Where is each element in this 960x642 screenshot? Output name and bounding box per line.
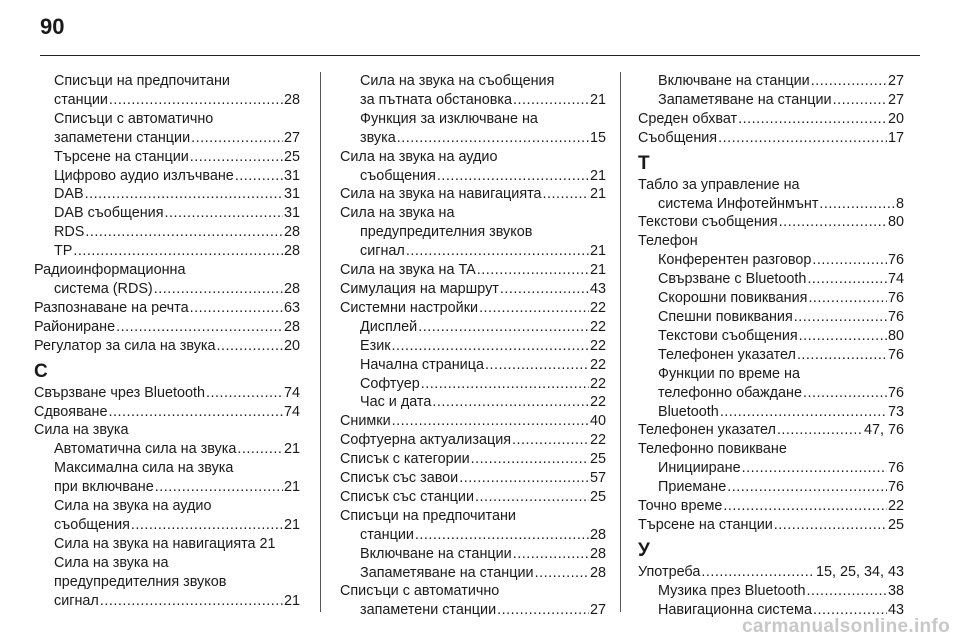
entry-page-ref: 21 [589, 243, 606, 260]
index-entry [340, 318, 606, 337]
index-entry [340, 91, 606, 110]
entry-text: Скорошни повиквания [658, 290, 808, 307]
entry-text: Включване на станции [658, 73, 810, 89]
index-entry [638, 91, 904, 110]
entry-page-ref: 22 [589, 394, 606, 411]
index-entry [638, 478, 904, 497]
index-entry [638, 308, 904, 327]
entry-text: Час и дата [360, 394, 432, 411]
dot-leader [421, 375, 589, 394]
dot-leader [459, 469, 589, 488]
entry-page-ref: 28 [283, 280, 300, 297]
entry-page-ref: 28 [283, 243, 300, 260]
entry-text: запаметени станции [360, 602, 497, 619]
dot-leader [432, 393, 589, 412]
entry-text: Автоматична сила на звука [54, 441, 237, 458]
entry-text: запаметени станции [54, 129, 191, 146]
dot-leader [190, 299, 283, 318]
index-entry [340, 167, 606, 186]
entry-page-ref: 40 [589, 413, 606, 430]
dot-leader [85, 223, 283, 242]
index-entry [34, 516, 300, 535]
entry-page-ref: 22 [589, 318, 606, 335]
dot-leader [777, 421, 863, 440]
index-entry: Телефонно повикване [638, 441, 787, 458]
dot-leader [742, 459, 887, 478]
dot-leader [485, 356, 589, 375]
dot-leader [513, 545, 589, 564]
entry-page-ref: 63 [283, 299, 300, 316]
index-entry [638, 516, 904, 535]
index-entry [34, 223, 300, 242]
index-entry [638, 582, 904, 601]
entry-text: Текстови съобщения [638, 214, 778, 231]
entry-text: система (RDS) [54, 280, 153, 297]
dot-leader [797, 346, 887, 365]
index-entry: Табло за управление на [638, 176, 800, 193]
entry-text: RDS [54, 224, 85, 241]
entry-page-ref: 27 [887, 73, 904, 89]
entry-text: телефонно обаждане [658, 384, 802, 401]
dot-leader [812, 251, 887, 270]
entry-page-ref: 15 [589, 129, 606, 146]
entry-text: Запаметяване на станции [658, 91, 832, 108]
index-column-2 [340, 72, 606, 620]
index-letter-heading: Т [638, 152, 650, 174]
dot-leader [109, 91, 283, 110]
entry-page-ref: 27 [589, 602, 606, 619]
entry-text: Търсене на станции [54, 148, 189, 165]
entry-text: Разпознаване на речта [34, 299, 189, 316]
entry-page-ref: 22 [589, 432, 606, 449]
index-entry: Сила на звука на [340, 205, 455, 222]
dot-leader [794, 308, 887, 327]
index-entry: Списъци на предпочитани [54, 73, 230, 89]
entry-page-ref: 17 [887, 129, 904, 146]
index-entry [340, 431, 606, 450]
entry-text: Сила на звука на TA [340, 262, 476, 279]
entry-page-ref: 76 [887, 346, 904, 363]
entry-page-ref: 21 [589, 186, 606, 203]
entry-page-ref: 20 [887, 110, 904, 127]
index-entry [34, 299, 300, 318]
index-entry [638, 403, 904, 422]
dot-leader [808, 289, 887, 308]
entry-text: Списък със станции [340, 488, 474, 505]
entry-text: за пътната обстановка [360, 91, 512, 108]
entry-text: Среден обхват [638, 110, 738, 127]
index-entry [34, 280, 300, 299]
index-entry: Списъци с автоматично [54, 110, 214, 127]
entry-text: TP [54, 243, 73, 260]
index-entry [34, 167, 300, 186]
index-entry: Сила на звука [34, 422, 129, 439]
index-entry: Сила на звука на [54, 554, 169, 571]
entry-page-ref: 28 [283, 91, 300, 108]
entry-page-ref: 74 [283, 384, 300, 401]
entry-page-ref: 8 [895, 195, 904, 212]
index-entry [638, 289, 904, 308]
entry-page-ref: 80 [887, 327, 904, 344]
entry-text: Симулация на маршрут [340, 280, 499, 297]
entry-page-ref: 80 [887, 214, 904, 231]
index-entry [34, 440, 300, 459]
index-entry [34, 337, 300, 356]
dot-leader [475, 488, 589, 507]
index-entry [34, 242, 300, 261]
dot-leader [803, 384, 887, 403]
dot-leader [543, 185, 589, 204]
index-entry: предупредителния звуков [54, 573, 227, 590]
entry-text: сигнал [360, 243, 405, 260]
entry-page-ref: 28 [589, 545, 606, 562]
entry-text: Иницииране [658, 460, 741, 477]
dot-leader [73, 242, 283, 261]
index-entry: предупредителния звуков [360, 224, 533, 241]
dot-leader [535, 564, 589, 583]
entry-text: Сила на звука на навигацията [340, 186, 542, 203]
entry-text: съобщения [54, 516, 130, 533]
entry-page-ref: 74 [283, 403, 300, 420]
index-entry: Сила на звука на аудио [340, 148, 498, 165]
entry-text: система Инфотейнмънт [658, 195, 819, 212]
entry-text: Снимки [340, 413, 391, 430]
index-entry [638, 421, 904, 440]
entry-page-ref: 31 [283, 205, 300, 222]
entry-text: Включване на станции [360, 545, 512, 562]
entry-text: Точно време [638, 498, 723, 515]
entry-text: Райониране [34, 318, 116, 335]
entry-text: Регулатор за сила на звука [34, 337, 216, 354]
index-entry [638, 563, 904, 582]
dot-leader [154, 280, 283, 299]
index-entry [340, 261, 606, 280]
index-entry [340, 129, 606, 148]
entry-page-ref: 27 [283, 129, 300, 146]
index-entry [34, 129, 300, 148]
dot-leader [471, 450, 589, 469]
entry-text: Телефонен указател [658, 346, 796, 363]
entry-page-ref: 43 [589, 280, 606, 297]
entry-page-ref: 28 [589, 564, 606, 581]
dot-leader [217, 337, 283, 356]
entry-text: Списък с категории [340, 451, 470, 468]
entry-page-ref: 28 [283, 224, 300, 241]
entry-page-ref: 57 [589, 470, 606, 487]
index-entry [638, 459, 904, 478]
entry-text: Bluetooth [658, 403, 719, 420]
entry-page-ref: 25 [589, 451, 606, 468]
index-entry [340, 299, 606, 318]
index-entry [340, 526, 606, 545]
entry-page-ref: 22 [589, 337, 606, 354]
index-entry [34, 384, 300, 403]
dot-leader [392, 337, 589, 356]
column-divider [620, 72, 621, 612]
dot-leader [109, 403, 283, 422]
entry-text: Софтуер [360, 375, 420, 392]
entry-text: Цифрово аудио излъчване [54, 167, 234, 184]
index-entry [638, 346, 904, 365]
entry-text: Свързване с Bluetooth [658, 271, 807, 288]
entry-page-ref: 76 [887, 290, 904, 307]
entry-text: Спешни повиквания [658, 308, 793, 325]
entry-page-ref: 76 [887, 460, 904, 477]
entry-text: Музика през Bluetooth [658, 582, 806, 599]
index-entry [638, 213, 904, 232]
dot-leader [819, 195, 895, 214]
index-entry: Максимална сила на звука [54, 460, 234, 477]
dot-leader [235, 167, 283, 186]
index-entry: Функция за изключване на [360, 110, 538, 127]
entry-text: съобщения [360, 167, 436, 184]
entry-page-ref: 25 [283, 148, 300, 165]
dot-leader [190, 148, 283, 167]
index-entry: Телефон [638, 233, 698, 250]
entry-page-ref: 74 [887, 271, 904, 288]
dot-leader [237, 440, 283, 459]
dot-leader [799, 327, 887, 346]
entry-page-ref: 22 [589, 375, 606, 392]
dot-leader [500, 280, 589, 299]
index-entry: Сила на звука на навигацията 21 [54, 535, 276, 552]
dot-leader [720, 403, 887, 422]
index-entry [340, 564, 606, 583]
index-entry [340, 242, 606, 261]
index-entry [340, 393, 606, 412]
index-letter-heading: С [34, 360, 48, 382]
entry-page-ref: 47, 76 [863, 422, 904, 439]
index-entry [638, 110, 904, 129]
index-entry [34, 91, 300, 110]
entry-page-ref: 21 [589, 262, 606, 279]
page-number: 90 [40, 14, 65, 39]
index-entry [340, 469, 606, 488]
entry-text: сигнал [54, 592, 99, 609]
index-entry [340, 375, 606, 394]
entry-text: Конферентен разговор [658, 252, 812, 269]
index-entry [638, 497, 904, 516]
index-entry: Сила на звука на аудио [54, 498, 212, 515]
entry-page-ref: 21 [283, 441, 300, 458]
dot-leader [774, 516, 887, 535]
entry-page-ref: 22 [887, 498, 904, 515]
index-entry [340, 412, 606, 431]
index-entry: Радиоинформационна [34, 262, 186, 279]
entry-page-ref: 20 [283, 337, 300, 354]
entry-text: Употреба [638, 563, 701, 580]
dot-leader [85, 185, 283, 204]
dot-leader [512, 431, 589, 450]
entry-page-ref: 28 [589, 526, 606, 543]
entry-page-ref: 22 [589, 356, 606, 373]
entry-text: Запаметяване на станции [360, 564, 534, 581]
entry-text: Навигационна система [658, 601, 812, 618]
dot-leader [738, 110, 887, 129]
watermark: carmanualsonline.info [742, 616, 950, 637]
entry-text: Софтуерна актуализация [340, 432, 512, 449]
column-divider [320, 72, 321, 612]
dot-leader [479, 299, 589, 318]
index-letter-heading: У [638, 539, 650, 561]
index-entry [638, 195, 904, 214]
entry-page-ref: 38 [887, 582, 904, 599]
index-entry [34, 318, 300, 337]
entry-text: станции [54, 91, 108, 108]
dot-leader [397, 129, 589, 148]
index-entry [34, 592, 300, 611]
entry-text: DAB [54, 186, 84, 203]
dot-leader [418, 318, 589, 337]
entry-page-ref: 27 [887, 91, 904, 108]
entry-page-ref: 25 [887, 516, 904, 533]
entry-page-ref: 28 [283, 318, 300, 335]
entry-text: Свързване чрез Bluetooth [34, 384, 206, 401]
index-entry [340, 450, 606, 469]
entry-text: станции [360, 526, 414, 543]
entry-page-ref: 76 [887, 308, 904, 325]
entry-page-ref: 21 [283, 516, 300, 533]
entry-text: при включване [54, 479, 154, 496]
entry-text: Системни настройки [340, 299, 479, 316]
dot-leader [191, 129, 283, 148]
index-entry [638, 270, 904, 289]
entry-page-ref: 31 [283, 186, 300, 203]
index-column-1 [34, 72, 300, 610]
index-entry [340, 545, 606, 564]
index-entry [340, 601, 606, 620]
entry-page-ref: 21 [589, 167, 606, 184]
dot-leader [164, 204, 283, 223]
index-entry [638, 327, 904, 346]
index-entry: Списъци с автоматично [340, 583, 500, 600]
entry-text: Списък със завои [340, 470, 459, 487]
entry-text: Приемане [658, 479, 727, 496]
dot-leader [131, 516, 283, 535]
index-entry [340, 280, 606, 299]
dot-leader [392, 412, 589, 431]
dot-leader [100, 592, 283, 611]
entry-page-ref: 43 [887, 601, 904, 618]
index-entry [638, 129, 904, 148]
entry-page-ref: 76 [887, 479, 904, 496]
entry-text: Начална страница [360, 356, 484, 373]
index-entry [340, 488, 606, 507]
dot-leader [807, 270, 887, 289]
dot-leader [779, 213, 887, 232]
entry-text: Търсене на станции [638, 516, 773, 533]
index-entry [34, 185, 300, 204]
dot-leader [701, 563, 815, 582]
index-entry [34, 204, 300, 223]
dot-leader [437, 167, 589, 186]
index-entry [34, 478, 300, 497]
index-entry: Функции по време на [658, 365, 800, 382]
index-entry [638, 72, 904, 91]
index-entry: Сила на звука на съобщения [360, 73, 555, 89]
dot-leader [155, 478, 283, 497]
dot-leader [206, 384, 283, 403]
dot-leader [497, 601, 589, 620]
entry-text: Телефонен указател [638, 422, 776, 439]
entry-text: Език [360, 337, 391, 354]
entry-text: звука [360, 129, 396, 146]
entry-page-ref: 22 [589, 299, 606, 316]
dot-leader [415, 526, 589, 545]
index-entry [340, 337, 606, 356]
entry-text: Текстови съобщения [658, 327, 798, 344]
entry-page-ref: 21 [283, 479, 300, 496]
header-rule [40, 55, 920, 56]
entry-text: Дисплей [360, 318, 418, 335]
dot-leader [723, 497, 887, 516]
dot-leader [513, 91, 589, 110]
entry-page-ref: 73 [887, 403, 904, 420]
entry-text: Сдвояване [34, 403, 108, 420]
index-entry: Списъци на предпочитани [340, 507, 516, 524]
dot-leader [718, 129, 887, 148]
entry-page-ref: 15, 25, 34, 43 [815, 563, 904, 580]
index-entry [34, 148, 300, 167]
entry-page-ref: 21 [283, 592, 300, 609]
dot-leader [833, 91, 887, 110]
entry-text: Съобщения [638, 129, 718, 146]
entry-text: DAB съобщения [54, 205, 164, 222]
dot-leader [727, 478, 887, 497]
dot-leader [477, 261, 589, 280]
dot-leader [406, 242, 589, 261]
entry-page-ref: 21 [589, 91, 606, 108]
entry-page-ref: 25 [589, 488, 606, 505]
index-entry [638, 251, 904, 270]
entry-page-ref: 76 [887, 384, 904, 401]
entry-page-ref: 31 [283, 167, 300, 184]
index-entry [340, 185, 606, 204]
dot-leader [806, 582, 887, 601]
index-entry [34, 403, 300, 422]
index-entry [638, 384, 904, 403]
dot-leader [116, 318, 283, 337]
index-entry [340, 356, 606, 375]
index-column-3 [638, 72, 904, 620]
entry-page-ref: 76 [887, 252, 904, 269]
dot-leader [811, 72, 887, 91]
